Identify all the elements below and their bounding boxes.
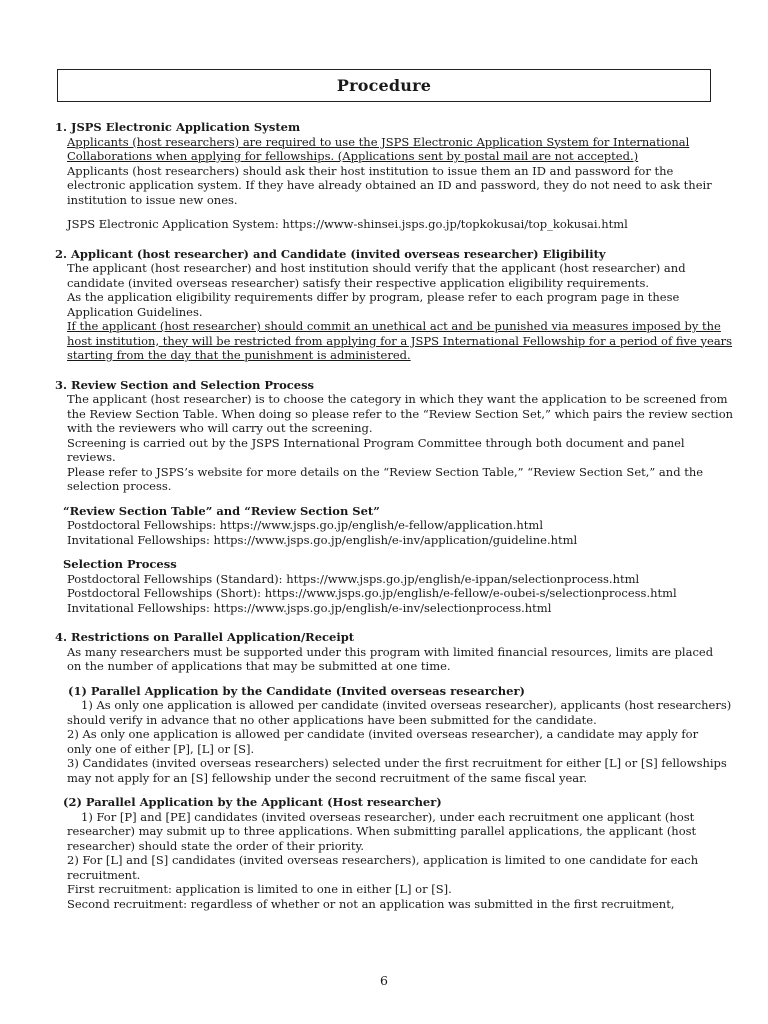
subsection-heading: “Review Section Table” and “Review Section Set” <box>63 503 380 518</box>
paragraph-line: the Review Section Table. When doing so please refer to the “Review Section Set,” which pairs the review section <box>67 406 734 421</box>
page-title: Procedure <box>336 76 432 95</box>
paragraph-line: 2) As only one application is allowed per candidate (invited overseas researcher), a candidate may apply for <box>67 727 699 741</box>
paragraph-line: 2) For [L] and [S] candidates (invited overseas researchers), application is limited to one candidate for each <box>67 853 699 867</box>
paragraph-line: 3) Candidates (invited overseas researchers) selected under the first recruitment for either [L] or [S] fellowships <box>67 756 727 770</box>
paragraph-line: If the applicant (host researcher) should commit an unethical act and be punished via measures imposed by the <box>67 319 721 333</box>
section-heading: 4. Restrictions on Parallel Application/Receipt <box>55 630 355 644</box>
paragraph-line: on the number of applications that may be submitted at one time. <box>67 659 451 673</box>
paragraph-line: As the application eligibility requirements differ by program, please refer to each program page in these <box>67 290 680 304</box>
paragraph-line: Second recruitment: regardless of whether or not an application was submitted in the first recruitment, <box>67 896 675 911</box>
paragraph-line: starting from the day that the punishment is administered. <box>67 348 411 362</box>
paragraph-line: The applicant (host researcher) is to choose the category in which they want the application to be screened from <box>67 392 728 406</box>
paragraph-line: 1) As only one application is allowed per candidate (invited overseas researcher), applicants (host researchers) <box>81 698 732 712</box>
paragraph-line: Please refer to JSPS’s website for more details on the “Review Section Table,” “Review Section Set,” and the <box>67 464 704 479</box>
paragraph-line: may not apply for an [S] fellowship under the second recruitment of the same fiscal year. <box>67 770 588 785</box>
paragraph-line: Screening is carried out by the JSPS International Program Committee through both document and panel <box>67 435 685 450</box>
link-line[interactable]: Invitational Fellowships: https://www.jsps.go.jp/english/e-inv/application/guideline.html <box>67 532 578 547</box>
subsection-heading: (2) Parallel Application by the Applicant (Host researcher) <box>63 795 442 809</box>
section-4 <box>55 630 732 911</box>
paragraph-line: with the reviewers who will carry out the screening. <box>67 421 373 435</box>
page-number: 6 <box>380 973 388 988</box>
section-heading: 2. Applicant (host researcher) and Candidate (invited overseas researcher) Eligibility <box>55 246 606 261</box>
link-line[interactable]: Postdoctoral Fellowships (Standard): https://www.jsps.go.jp/english/e-ippan/selectionprocess.html <box>67 571 640 586</box>
paragraph-line: 1) For [P] and [PE] candidates (invited overseas researcher), under each recruitment one applicant (host <box>81 809 695 824</box>
paragraph-line: Application Guidelines. <box>67 304 203 319</box>
section-heading: 3. Review Section and Selection Process <box>55 377 315 392</box>
paragraph-line: First recruitment: application is limited to one in either [L] or [S]. <box>67 882 452 896</box>
paragraph-line: Collaborations when applying for fellowships. (Applications sent by postal mail are not accepted.) <box>67 149 639 163</box>
subsection-heading: Selection Process <box>63 557 177 571</box>
paragraph-line: recruitment. <box>67 867 141 882</box>
paragraph-line: candidate (invited overseas researcher) satisfy their respective application eligibility requirements. <box>67 275 650 290</box>
paragraph-line: reviews. <box>67 450 116 464</box>
section-2 <box>55 246 733 363</box>
paragraph-line: institution to issue new ones. <box>67 192 238 207</box>
paragraph-line: researcher) should state the order of their priority. <box>67 838 365 853</box>
subsection-heading: (1) Parallel Application by the Candidate (Invited overseas researcher) <box>68 683 525 698</box>
paragraph-line: researcher) may submit up to three applications. When submitting parallel applications, the applicant (host <box>67 824 697 838</box>
system-url-line[interactable]: JSPS Electronic Application System: https://www-shinsei.jsps.go.jp/topkokusai/top_kokusai.html <box>67 217 628 231</box>
paragraph-line: electronic application system. If they have already obtained an ID and password, they do not need to ask their <box>67 178 712 192</box>
paragraph-line: selection process. <box>67 479 172 493</box>
document-body <box>55 120 734 911</box>
section-heading: 1. JSPS Electronic Application System <box>55 120 301 134</box>
paragraph-line: should verify in advance that no other applications have been submitted for the candidate. <box>67 712 597 727</box>
paragraph-line: The applicant (host researcher) and host institution should verify that the applicant (host researcher) and <box>67 261 686 275</box>
link-line[interactable]: Invitational Fellowships: https://www.jsps.go.jp/english/e-inv/selectionprocess.html <box>67 600 552 615</box>
title-box <box>57 69 711 102</box>
section-1 <box>55 120 720 232</box>
paragraph-line: host institution, they will be restricted from applying for a JSPS International Fellowship for a period of five years <box>67 333 733 348</box>
paragraph-line: Applicants (host researchers) should ask their host institution to issue them an ID and password for the <box>67 163 674 178</box>
section-3 <box>55 377 734 616</box>
link-line[interactable]: Postdoctoral Fellowships (Short): https://www.jsps.go.jp/english/e-fellow/e-oubei-s/selectionprocess.html <box>67 586 677 600</box>
paragraph-line: As many researchers must be supported under this program with limited financial resources, limits are placed <box>67 644 714 659</box>
link-line[interactable]: Postdoctoral Fellowships: https://www.jsps.go.jp/english/e-fellow/application.html <box>67 518 544 532</box>
paragraph-line: only one of either [P], [L] or [S]. <box>67 741 255 756</box>
paragraph-line: Applicants (host researchers) are required to use the JSPS Electronic Application System for International <box>67 134 690 149</box>
